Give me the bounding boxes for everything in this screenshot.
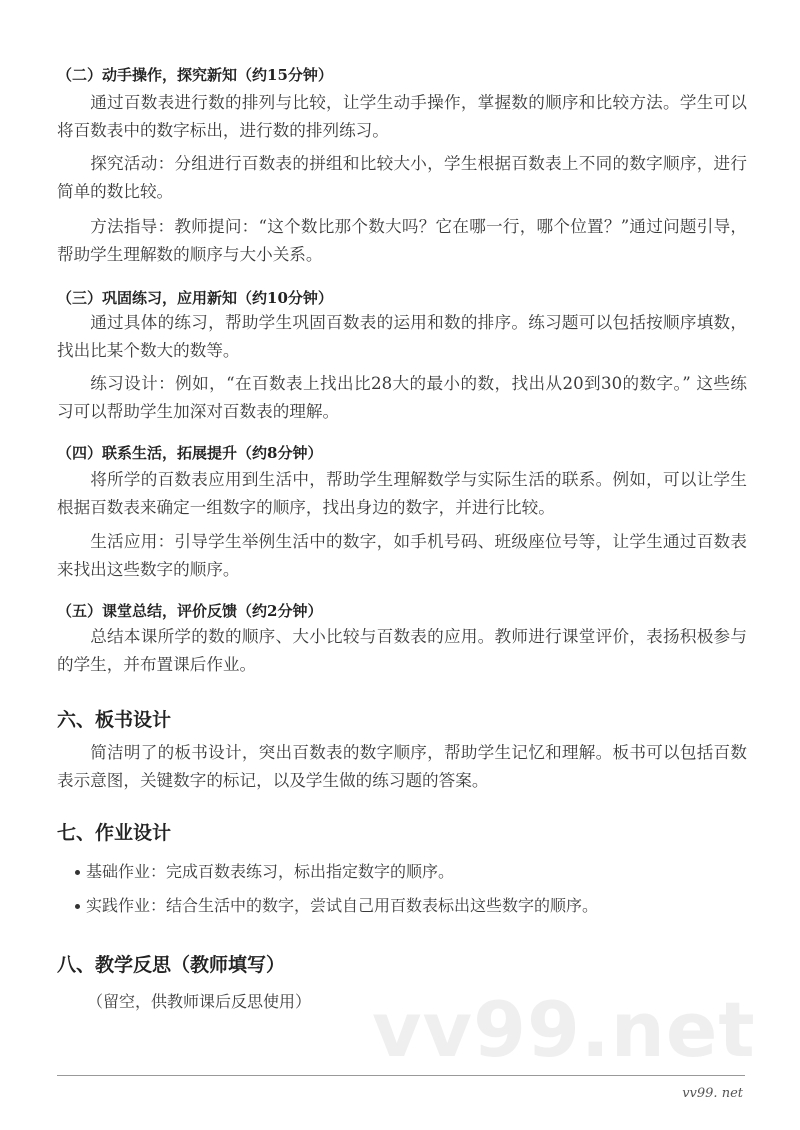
paragraph: 简洁明了的板书设计，突出百数表的数字顺序，帮助学生记忆和理解。板书可以包括百数表示意图，关键数字的标记，以及学生做的练习题的答案。: [57, 743, 747, 790]
list-item-text: 基础作业：完成百数表练习，标出指定数字的顺序。: [86, 862, 455, 881]
paragraph: 方法指导：教师提问：“这个数比那个数大吗？它在哪一行，哪个位置？”通过问题引导，帮助学生理解数的顺序与大小关系。: [57, 217, 747, 264]
paragraph: 通过百数表进行数的排列与比较，让学生动手操作，掌握数的顺序和比较方法。学生可以将百数表中的数字标出，进行数的排列练习。: [57, 93, 747, 140]
board-design-heading: 六、板书设计: [57, 709, 172, 731]
section-heading: （五）课堂总结，评价反馈（约2分钟）: [57, 602, 323, 620]
paragraph: 将所学的百数表应用到生活中，帮助学生理解数学与实际生活的联系。例如，可以让学生根据百数表来确定一组数字的顺序，找出身边的数字，并进行比较。: [57, 470, 747, 517]
paragraph: 生活应用：引导学生举例生活中的数字，如手机号码、班级座位号等，让学生通过百数表来找出这些数字的顺序。: [57, 532, 747, 579]
bullet-icon: [75, 904, 80, 909]
section-heading: （四）联系生活，拓展提升（约8分钟）: [57, 444, 323, 462]
list-item-text: 实践作业：结合生活中的数字，尝试自己用百数表标出这些数字的顺序。: [86, 896, 599, 915]
paragraph: 通过具体的练习，帮助学生巩固百数表的运用和数的排序。练习题可以包括按顺序填数，找出比某个数大的数等。: [57, 313, 747, 360]
footer-site: vv99. net: [682, 1086, 743, 1101]
section-heading: （三）巩固练习，应用新知（约10分钟）: [57, 289, 333, 307]
paragraph: 总结本课所学的数的顺序、大小比较与百数表的应用。教师进行课堂评价，表扬积极参与的学生，并布置课后作业。: [57, 627, 747, 674]
list-item: [75, 859, 454, 882]
footer-divider: [57, 1075, 745, 1076]
reflection-heading: 八、教学反思（教师填写）: [57, 954, 286, 976]
list-item: [75, 893, 598, 916]
bullet-icon: [75, 870, 80, 875]
paragraph: 练习设计：例如，“在百数表上找出比28大的最小的数，找出从20到30的数字。” 这些练习可以帮助学生加深对百数表的理解。: [57, 374, 747, 421]
watermark: vv99.net: [372, 985, 756, 1074]
paragraph: 探究活动：分组进行百数表的拼组和比较大小，学生根据百数表上不同的数字顺序，进行简单的数比较。: [57, 154, 747, 201]
reflection-note: （留空，供教师课后反思使用）: [87, 992, 312, 1011]
homework-heading: 七、作业设计: [57, 822, 172, 844]
section-heading: （二）动手操作，探究新知（约15分钟）: [57, 66, 333, 84]
